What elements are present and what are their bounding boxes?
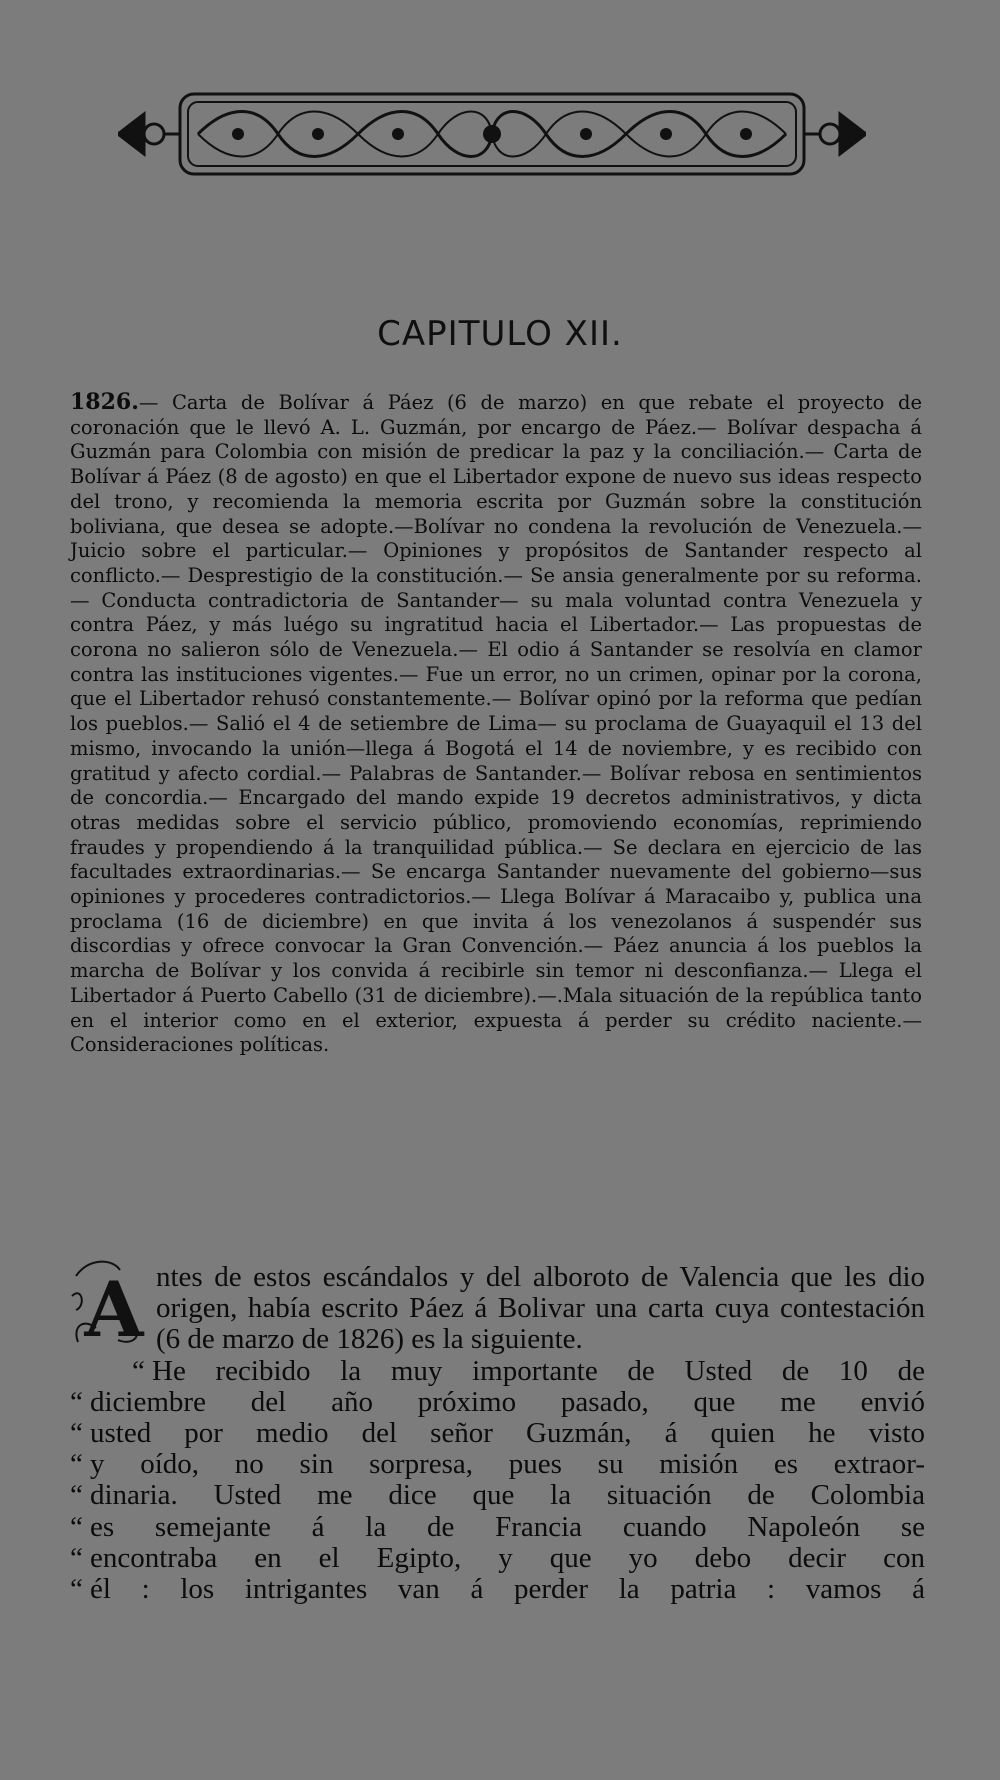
decorative-header-ornament (118, 84, 866, 184)
quoted-letter (70, 1356, 925, 1606)
letter-line (70, 1480, 925, 1511)
quote-mark: “ (70, 1510, 83, 1543)
letter-line-text: usted por medio del señor Guzmán, á quien he visto (90, 1417, 925, 1450)
quote-mark: “ (70, 1417, 83, 1450)
chapter-summary (70, 390, 922, 1058)
summary-text: — Carta de Bolívar á Páez (6 de marzo) en que rebate el proyecto de coronación que le llevó A. L. Guzmán, por encargo de Páez.— Bolívar despacha á Guzmán para Colombia con misión de predicar la paz y la conciliación.— Carta de Bolívar á Páez (8 de agosto) en que el Libertador expone de nuevo sus ideas respecto del trono, y recomienda la memoria escrita por Guzmán sobre la constitución boliviana, que desea se adopte.—Bolívar no condena la revolución de Venezuela.— Juicio sobre el particular.— Opiniones y propósitos de Santander respecto al conflicto.— Desprestigio de la constitución.— Se ansia generalmente por su reforma.— Conducta contradictoria de Santander— su mala voluntad contra Venezuela y contra Páez, y más luégo su ingratitud hacia el Libertador.— Las propuestas de corona no salieron sólo de Venezuela.— El odio á Santander se resolvía en clamor contra las instituciones vigentes.— Fue un error, no un crimen, opinar por la corona, que el Libertador rehusó constantemente.— Bolívar opinó por la reforma que pedían los pueblos.— Salió el 4 de setiembre de Lima— su proclama de Guayaquil el 13 del mismo, invocando la unión—llega á Bogotá el 14 de noviembre, y es recibido con gratitud y afecto cordial.— Palabras de Santander.— Bolívar rebosa en sentimientos de concordia.— Encargado del mando expide 19 decretos administrativos, y dicta otras medidas sobre el servicio público, promoviendo economías, reprimiendo fraudes y propendiendo á la tranquilidad pública.— Se declara en ejercicio de las facultades extraordinarias.— Se encarga Santander nuevamente del gobierno—sus opiniones y procederes contradictorios.— Llega Bolívar á Maracaibo y, publica una proclama (16 de diciembre) en que invita á los venezolanos á suspendér sus discordias y ofrece convocar la Gran Convención.— Páez anuncia á los pueblos la marcha de Bolívar y los convida á recibirle sin temor ni desconfianza.— Llega el Libertador á Puerto Cabello (31 de diciembre).—.Mala situación de la república tanto en el interior como en el exterior, expuesta á perder su crédito naciente.— Consideraciones políticas. (70, 391, 922, 1057)
letter-line (70, 1418, 925, 1449)
letter-line (70, 1387, 925, 1418)
quote-mark: “ (70, 1448, 83, 1481)
body-text (70, 1262, 925, 1605)
letter-line (70, 1543, 925, 1574)
letter-line (70, 1512, 925, 1543)
letter-line-text: y oído, no sin sorpresa, pues su misión es extraor- (90, 1448, 925, 1481)
quote-mark: “ (132, 1354, 145, 1387)
letter-line-text: es semejante á la de Francia cuando Napoleón se (90, 1510, 925, 1543)
letter-line-text: diciembre del año próximo pasado, que me envió (90, 1385, 925, 1418)
summary-year: 1826. (70, 389, 139, 415)
quote-mark: “ (70, 1385, 83, 1418)
chapter-title: CAPITULO XII. (377, 314, 623, 354)
letter-line-text: He recibido la muy importante de Usted de 10 de (152, 1354, 925, 1387)
quote-mark: “ (70, 1573, 83, 1606)
opening-paragraph: ntes de estos escándalos y del alboroto de Valencia que les dio origen, había escrito Páez á Bolivar una carta cuya contestación (6 de marzo de 1826) es la siguiente. (156, 1261, 925, 1356)
quote-mark: “ (70, 1479, 83, 1512)
letter-line (70, 1574, 925, 1605)
letter-line-text: dinaria. Usted me dice que la situación de Colombia (90, 1479, 925, 1512)
drop-cap-letter: A (84, 1265, 144, 1352)
quote-mark: “ (70, 1541, 83, 1574)
drop-cap (68, 1256, 150, 1352)
letter-line (70, 1449, 925, 1480)
letter-line-text: encontraba en el Egipto, y que yo debo decir con (90, 1541, 925, 1574)
letter-line-text: él : los intrigantes van á perder la patria : vamos á (90, 1573, 925, 1606)
letter-line (70, 1356, 925, 1387)
